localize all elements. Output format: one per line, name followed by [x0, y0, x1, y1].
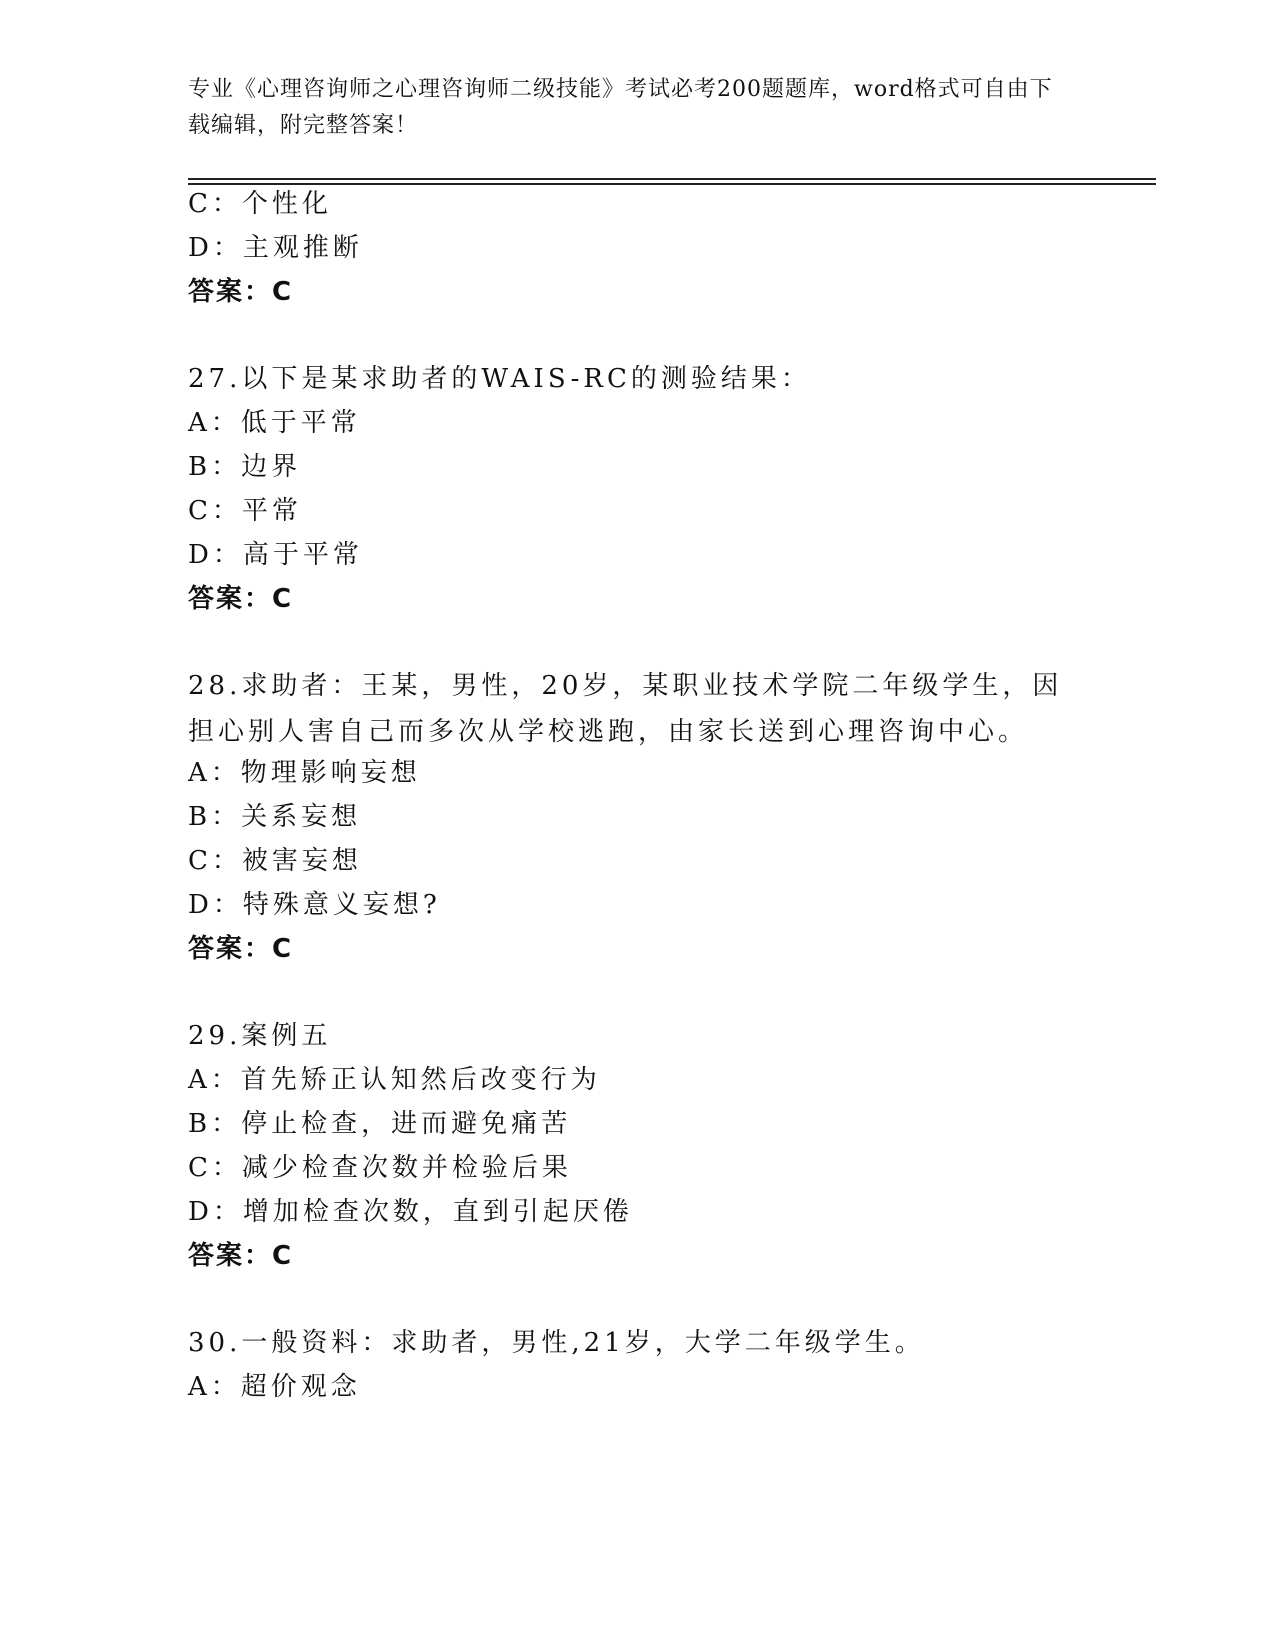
q26-answer: 答案：C — [188, 277, 294, 307]
header-rule-top — [188, 178, 1156, 180]
q29-option-d: D：增加检查次数，直到引起厌倦 — [188, 1197, 633, 1227]
q28-option-b: B：关系妄想 — [188, 802, 362, 832]
q29-option-b: B：停止检查，进而避免痛苦 — [188, 1109, 572, 1139]
q27-option-a: A：低于平常 — [188, 408, 361, 438]
q26-option-c: C：个性化 — [188, 189, 332, 219]
q27-option-b: B：边界 — [188, 452, 302, 482]
q27-option-c: C：平常 — [188, 496, 302, 526]
q28-answer: 答案：C — [188, 934, 294, 964]
q26-option-d: D：主观推断 — [188, 233, 363, 263]
q27-answer: 答案：C — [188, 584, 294, 614]
q28-option-c: C：被害妄想 — [188, 846, 362, 876]
q28-option-d: D：特殊意义妄想? — [188, 890, 441, 920]
q28-stem: 28.求助者：王某，男性，20岁，某职业技术学院二年级学生，因担心别人害自己而多次从学校逃跑，由家长送到心理咨询中心。 — [188, 671, 1063, 747]
q29-stem: 29.案例五 — [188, 1021, 332, 1051]
q30-option-a: A：超价观念 — [188, 1372, 361, 1402]
q29-option-a: A：首先矫正认知然后改变行为 — [188, 1065, 601, 1095]
header-rule-bottom — [188, 183, 1156, 185]
q27-option-d: D：高于平常 — [188, 540, 363, 570]
q30-stem: 30.一般资料：求助者，男性,21岁，大学二年级学生。 — [188, 1328, 925, 1358]
q29-option-c: C：减少检查次数并检验后果 — [188, 1153, 572, 1183]
q29-answer: 答案：C — [188, 1241, 294, 1271]
q27-stem: 27.以下是某求助者的WAIS-RC的测验结果： — [188, 364, 811, 394]
document-header: 专业《心理咨询师之心理咨询师二级技能》考试必考200题题库，word格式可自由下载编辑，附完整答案！ — [188, 77, 1053, 138]
q28-option-a: A：物理影响妄想 — [188, 758, 421, 788]
